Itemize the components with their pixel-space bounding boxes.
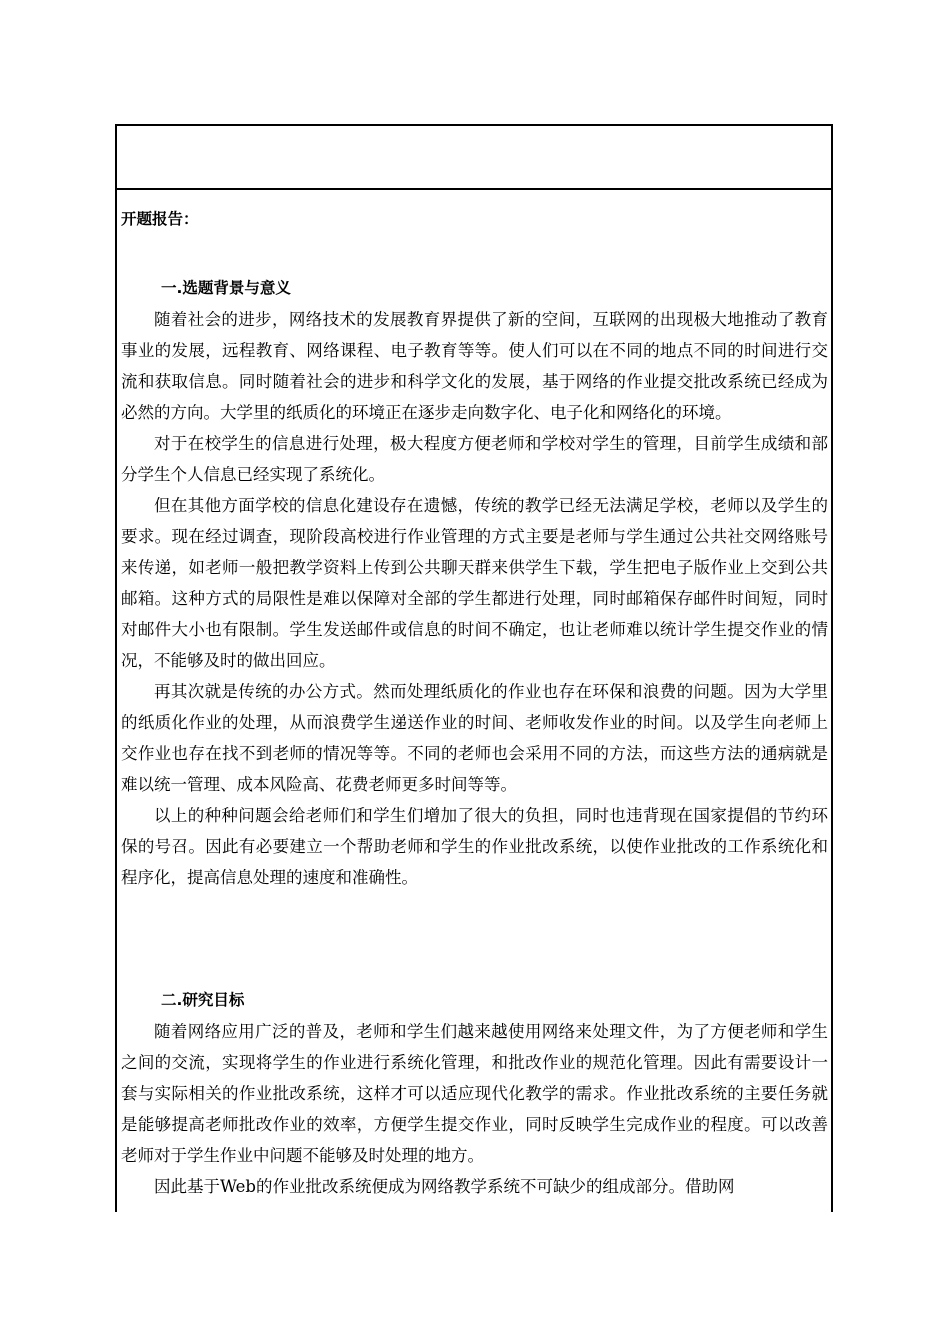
paragraph: 再其次就是传统的办公方式。然而处理纸质化的作业也存在环保和浪费的问题。因为大学里的纸质化作业的处理，从而浪费学生递送作业的时间、老师收发作业的时间。以及学生向老师上交作业也存在找不到老师的情况等等。不同的老师也会采用不同的方法，而这些方法的通病就是难以统一管理、成本风险高、花费老师更多时间等等。 bbox=[121, 682, 828, 794]
report-label: 开题报告： bbox=[121, 210, 199, 228]
spacer bbox=[121, 893, 828, 985]
paragraph: 因此基于Web的作业批改系统便成为网络教学系统不可缺少的组成部分。借助网 bbox=[154, 1177, 735, 1196]
paragraph: 随着网络应用广泛的普及，老师和学生们越来越使用网络来处理文件，为了方便老师和学生之间的交流，实现将学生的作业进行系统化管理，和批改作业的规范化管理。因此有需要设计一套与实际相关的作业批改系统，这样才可以适应现代化教学的需求。作业批改系统的主要任务就是能够提高老师批改作业的效率，方便学生提交作业，同时反映学生完成作业的程度。可以改善老师对于学生作业中问题不能够及时处理的地方。 bbox=[121, 1022, 828, 1165]
section-heading-background: 一.选题背景与意义 bbox=[161, 279, 291, 297]
paragraph: 随着社会的进步，网络技术的发展教育界提供了新的空间，互联网的出现极大地推动了教育事业的发展，远程教育、网络课程、电子教育等等。使人们可以在不同的地点不同的时间进行交流和获取信息。同时随着社会的进步和科学文化的发展，基于网络的作业提交批改系统已经成为必然的方向。大学里的纸质化的环境正在逐步走向数字化、电子化和网络化的环境。 bbox=[121, 310, 828, 422]
table-header-cell bbox=[117, 126, 831, 190]
paragraph: 以上的种种问题会给老师们和学生们增加了很大的负担，同时也违背现在国家提倡的节约环保的号召。因此有必要建立一个帮助老师和学生的作业批改系统，以使作业批改的工作系统化和程序化，提高信息处理的速度和准确性。 bbox=[121, 806, 828, 887]
section-heading-goals: 二.研究目标 bbox=[161, 991, 245, 1009]
paragraph: 对于在校学生的信息进行处理，极大程度方便老师和学校对学生的管理，目前学生成绩和部分学生个人信息已经实现了系统化。 bbox=[121, 434, 828, 484]
report-body-cell bbox=[117, 204, 831, 1202]
paragraph: 但在其他方面学校的信息化建设存在遗憾，传统的教学已经无法满足学校，老师以及学生的要求。现在经过调查，现阶段高校进行作业管理的方式主要是老师与学生通过公共社交网络账号来传递，如老师一般把教学资料上传到公共聊天群来供学生下载，学生把电子版作业上交到公共邮箱。这种方式的局限性是难以保障对全部的学生都进行处理，同时邮箱保存邮件时间短，同时对邮件大小也有限制。学生发送邮件或信息的时间不确定，也让老师难以统计学生提交作业的情况，不能够及时的做出回应。 bbox=[121, 496, 828, 670]
report-table bbox=[115, 124, 833, 1212]
spacer bbox=[121, 235, 828, 273]
